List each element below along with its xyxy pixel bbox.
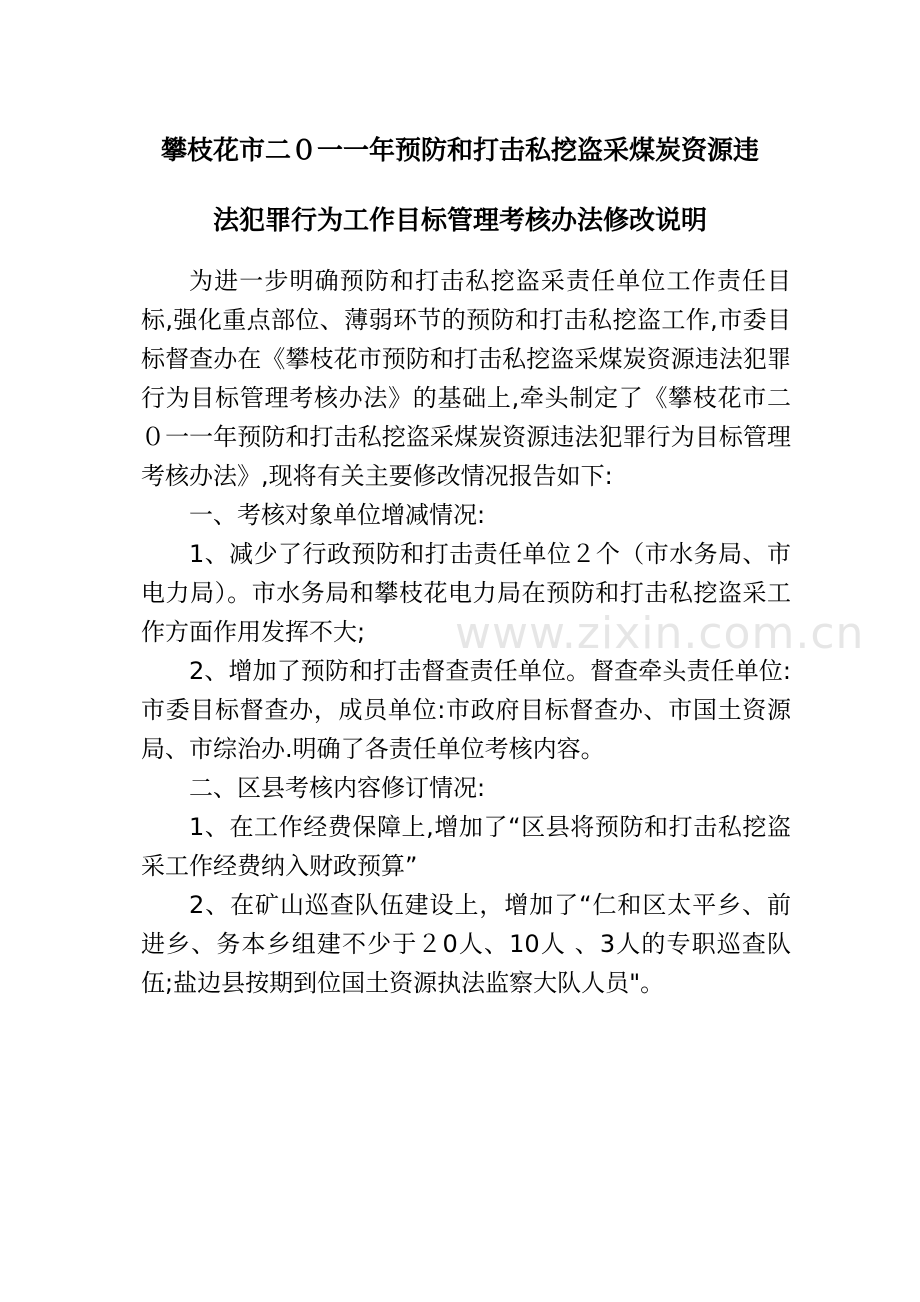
document-title-line-2: 法犯罪行为工作目标管理考核办法修改说明 — [212, 206, 707, 236]
paragraph-intro: 为进一步明确预防和打击私挖盗采责任单位工作责任目标,强化重点部位、薄弱环节的预防和打击私挖盗工作,市委目标督查办在《攀枝花市预防和打击私挖盗采煤炭资源违法犯罪行为目标管理考核办法》的基础上,牵头制定了《攀枝花市二０一一年预防和打击私挖盗采煤炭资源违法犯罪行为目标管理考核办法》,现将有关主要修改情况报告如下: — [141, 267, 791, 490]
document-body — [141, 262, 791, 1003]
watermark-text: www.zixin.com.cn — [455, 608, 865, 659]
paragraph-section-1-item-1: 1、减少了行政预防和打击责任单位２个（市水务局、市电力局）。市水务局和攀枝花电力局在预防和打击私挖盗采工作方面作用发挥不大; — [141, 540, 791, 646]
document-title-line-1: 攀枝花市二０一一年预防和打击私挖盗采煤炭资源违 — [160, 136, 759, 166]
paragraph-section-1-heading: 一、考核对象单位增减情况: — [189, 501, 486, 529]
paragraph-section-2-item-2: 2、在矿山巡查队伍建设上，增加了“仁和区太平乡、前进乡、务本乡组建不少于２0人、10人 、3人的专职巡查队伍;盐边县按期到位国土资源执法监察大队人员"。 — [141, 891, 791, 997]
paragraph-section-2-heading: 二、区县考核内容修订情况: — [189, 774, 486, 802]
paragraph-section-2-item-1: 1、在工作经费保障上,增加了“区县将预防和打击私挖盗采工作经费纳入财政预算” — [141, 813, 791, 880]
paragraph-section-1-item-2: 2、增加了预防和打击督查责任单位。督查牵头责任单位:市委目标督查办，成员单位:市政府目标督查办、市国土资源局、市综治办.明确了各责任单位考核内容。 — [141, 657, 791, 763]
